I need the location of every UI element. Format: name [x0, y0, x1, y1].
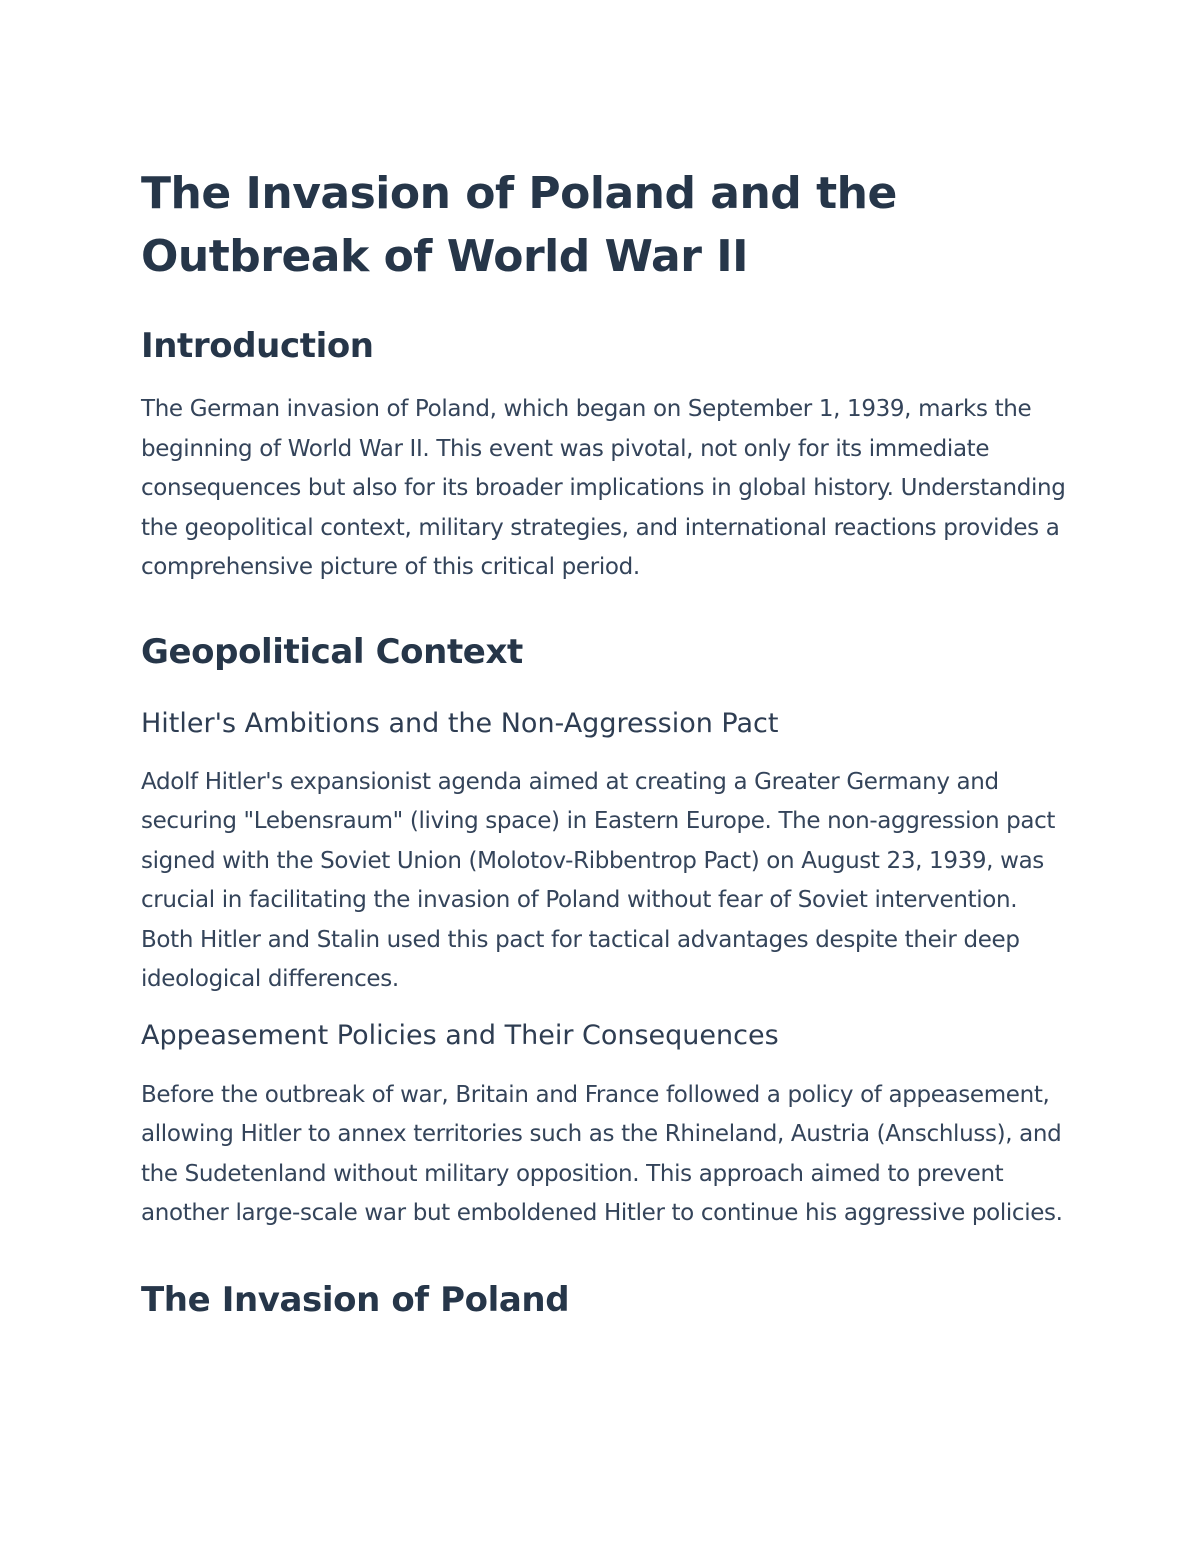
document-page	[141, 162, 1071, 1322]
document-title: The Invasion of Poland and the Outbreak of World War II	[141, 168, 897, 282]
subsection-heading-hitler-ambitions: Hitler's Ambitions and the Non-Aggression Pact	[141, 707, 779, 739]
paragraph-hitler-ambitions: Adolf Hitler's expansionist agenda aimed at creating a Greater Germany and securing "Lebensraum" (living space) in Eastern Europe. The non-aggression pact signed with the Soviet Union (Molotov-Ribbentrop Pact) on August 23, 1939, was crucial in facilitating the invasion of Poland without fear of Soviet intervention. Both Hitler and Stalin used this pact for tactical advantages despite their deep ideological differences.	[141, 768, 1056, 992]
paragraph-appeasement: Before the outbreak of war, Britain and France followed a policy of appeasement, allowing Hitler to annex territories such as the Rhineland, Austria (Anschluss), and the Sudetenland without military opposition. This approach aimed to prevent another large-scale war but emboldened Hitler to continue his aggressive policies.	[141, 1081, 1063, 1226]
subsection-heading-appeasement: Appeasement Policies and Their Consequences	[141, 1019, 779, 1051]
paragraph-introduction: The German invasion of Poland, which began on September 1, 1939, marks the beginning of World War II. This event was pivotal, not only for its immediate consequences but also for its broader implications in global history. Understanding the geopolitical context, military strategies, and international reactions provides a comprehensive picture of this critical period.	[141, 396, 1066, 580]
section-heading-introduction: Introduction	[141, 326, 374, 366]
section-heading-invasion-of-poland: The Invasion of Poland	[141, 1279, 570, 1320]
section-heading-geopolitical-context: Geopolitical Context	[141, 631, 523, 672]
